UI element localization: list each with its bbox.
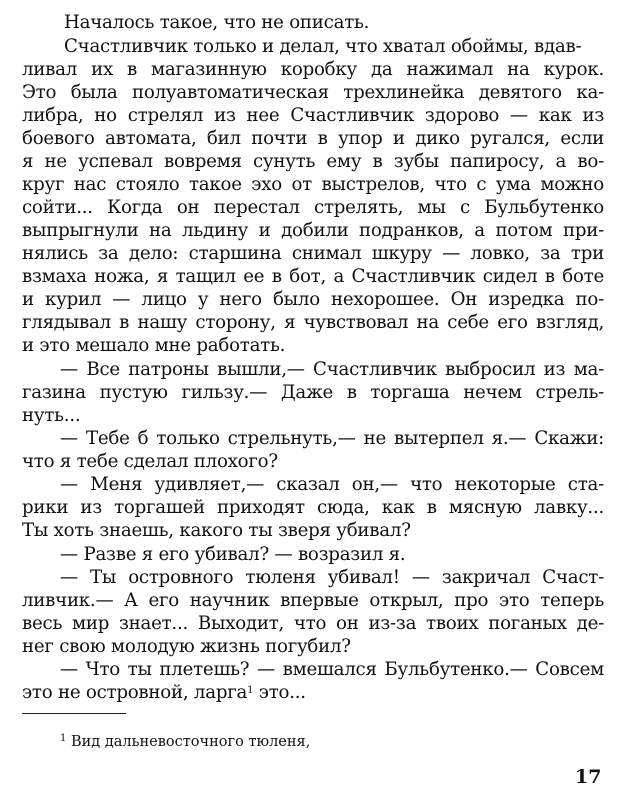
- text-line: — Разве я его убивал? — возразил я.: [60, 544, 406, 565]
- text-fragment: это не островной, ларга: [22, 682, 248, 703]
- text-fragment: это...: [258, 682, 306, 703]
- text-line: нялись за дело: старшина снимал шкуру — ловко, за три: [22, 243, 604, 264]
- text-line: Началось такое, что не описать.: [64, 12, 370, 33]
- text-line: взмаха ножа, я тащил ее в бот, а Счастливчик сидел в боте: [22, 266, 604, 287]
- text-line: нег свою молодую жизнь погубил?: [22, 636, 351, 657]
- text-line: Счастливчик только и делал, что хватал обоймы, вдав-: [64, 36, 582, 57]
- text-line: боевого автомата, бил почти в упор и дико ругался, если: [22, 128, 604, 149]
- text-line: рики из торгашей приходят сюда, как в мясную лавку...: [22, 497, 604, 518]
- page-number: 17: [575, 766, 602, 788]
- text-line: Ты хоть знаешь, какого ты зверя убивал?: [22, 520, 411, 541]
- footnote-text: Вид дальневосточного тюленя,: [70, 734, 311, 750]
- text-line-with-footnote-ref: [22, 682, 604, 704]
- footnote-marker: 1: [60, 733, 67, 744]
- text-line: и это мешало мне работать.: [22, 335, 286, 356]
- text-line: глядывал в нашу сторону, я чувствовал на себе его взгляд,: [22, 312, 604, 333]
- text-line: — Тебе б только стрельнуть,— не вытерпел я.— Скажи:: [60, 428, 604, 449]
- text-line: — Что ты плетешь? — вмешался Бульбутенко.— Совсем: [60, 659, 604, 680]
- text-line: либра, но стрелял из нее Счастливчик здорово — как из: [22, 105, 604, 126]
- text-line: ливал их в магазинную коробку да нажимал на курок.: [22, 59, 604, 80]
- text-line: — Ты островного тюленя убивал! — закричал Счаст-: [60, 567, 604, 588]
- text-line: — Все патроны вышли,— Счастливчик выбросил из ма-: [60, 359, 604, 380]
- footnote-divider: [22, 713, 126, 714]
- text-line: Это была полуавтоматическая трехлинейка девятого ка-: [22, 82, 604, 103]
- text-line: что я тебе сделал плохого?: [22, 451, 278, 472]
- text-line: выпрыгнули на льдину и добили подранков, а потом при-: [22, 220, 604, 241]
- text-line: нуть...: [22, 405, 81, 426]
- text-line: круг нас стояло такое эхо от выстрелов, что с ума можно: [22, 174, 604, 195]
- text-line: сойти... Когда он перестал стрелять, мы с Бульбутенко: [22, 197, 604, 218]
- text-line: и курил — лицо у него было нехорошее. Он изредка по-: [22, 289, 604, 310]
- text-line: газина пустую гильзу.— Даже в торгаша нечем стрель-: [22, 382, 604, 403]
- text-line: ливчик.— А его научник впервые открыл, про это теперь: [22, 590, 604, 611]
- text-line: весь мир знает... Выходит, что он из-за твоих поганых де-: [22, 613, 604, 634]
- text-line: я не успевал вовремя сунуть ему в зубы папиросу, а во-: [22, 151, 604, 172]
- footnote-reference: 1: [247, 685, 254, 696]
- text-line: — Меня удивляет,— сказал он,— что некоторые ста-: [60, 474, 604, 495]
- footnote: [60, 733, 310, 751]
